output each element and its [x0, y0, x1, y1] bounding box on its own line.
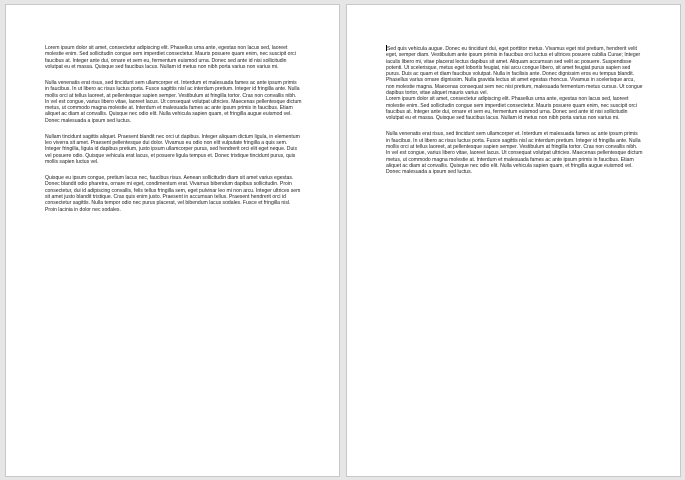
- document-page-1[interactable]: [5, 4, 340, 477]
- page-content[interactable]: [386, 45, 643, 185]
- paragraph[interactable]: Quisque eu ipsum congue, pretium lacus nec, faucibus risus. Aenean sollicitudin diam sit amet varius egestas. Donec blandit odio pharetra, ornare mi eget, condimentum erat. Vivamus bibendum dapibus sollicitudin. Proin consectetur, dui id adipiscing convallis, felis tellus fringilla sem, eget pulvinar leo mi non arcu. Integer ultrices sem sit amet justo blandit tristique. Cras quis enim justo. Praesent in accumsan tellus. Praesent hendrerit orci id consectetur sagittis. Nulla tempor odio nec purus placerat, vel bibendum lacus sodales. Fusce et fringilla nisl. Proin lacinia in dolor nec sodales.: [45, 175, 301, 213]
- document-page-2[interactable]: [346, 4, 681, 477]
- paragraph[interactable]: Nulla venenatis erat risus, sed tincidunt sem ullamcorper et. Interdum et malesuada fames ac ante ipsum primis in faucibus. In ut libero ac risus luctus porta. Fusce sagittis nisl ac interdum pretium. Integer id fringilla ante. Nulla mollis orci at tellus laoreet, at pellentesque sapien semper. Vestibulum at fringilla tortor. Cras non convallis nibh. In vel est congue, varius libero vitae, laoreet lacus. Ut consequat volutpat ultricies. Maecenas pellentesque dictum metus, ut commodo magna molestie at. Interdum et malesuada fames ac ante ipsum primis in faucibus. Etiam aliquet ac diam at convallis. Quisque nec odio elit. Nulla vehicula sapien quam, et fringilla augue euismod vel. Donec malesuada a ipsum sed luctus.: [386, 131, 643, 176]
- paragraph-text[interactable]: Sed quis vehicula augue. Donec eu tincidunt dui, eget porttitor metus. Vivamus eget nisl pretium, hendrerit velit eget, semper diam. Vestibulum ante ipsum primis in faucibus orci luctus et ultrices posuere cubilia Curae; Integer iaculis libero mi, vitae placerat lectus dapibus sit amet. Aliquam accumsan sed velit ac posuere. Suspendisse potenti. Ut scelerisque, metus eget lobortis feugiat, nisi arcu congue libero, sit amet feugiat purus sapien sed purus. Duis ac quam et diam faucibus volutpat. Nulla in facilisis ante. Donec dignissim eros eu tempus blandit. Phasellus varius ornare dignissim. Nulla gravida lectus sit amet egestas rhoncus. Vivamus in scelerisque arcu, non molestie magna. Maecenas consequat sem nec nisi pretium, malesuada fermentum metus cursus. Ut congue dapibus tortor, vitae aliquet mauris varius vel.: [386, 46, 643, 97]
- paragraph[interactable]: [386, 45, 643, 96]
- paragraph[interactable]: Lorem ipsum dolor sit amet, consectetur adipiscing elit. Phasellus urna ante, egestas non lacus sed, laoreet molestie enim. Sed sollicitudin congue sem imperdiet consectetur. Mauris posuere quam enim, nec suscipit orci faucibus at. Integer ante dui, ornare et sem eu, fermentum euismod urna. Donec sed ante id nisi sollicitudin volutpat eu et massa. Quisque sed faucibus lacus. Nullam id metus non nibh porta varius non varius mi.: [386, 96, 637, 122]
- paragraph[interactable]: Nullam tincidunt sagittis aliquet. Praesent blandit nec orci ut dapibus. Integer aliquam dictum ligula, in elementum leo viverra sit amet. Praesent pellentesque dui dolor. Vivamus eu odio non elit vulputate fringilla a quis sem. Integer fringilla, ligula id dapibus pretium, justo ipsum ullamcorper purus, sed hendrerit orci elit eget neque. Duis vel posuere odio. Quisque vehicula erat lacus, et posuere ligula tempus et. Donec tristique tincidunt purus, quis mollis sapien luctus vel.: [45, 133, 300, 166]
- paragraph[interactable]: Nulla venenatis erat risus, sed tincidunt sem ullamcorper et. Interdum et malesuada fames ac ante ipsum primis in faucibus. In ut libero ac risus luctus porta. Fusce sagittis nisl ac interdum pretium. Integer id fringilla ante. Nulla mollis orci at tellus laoreet, at pellentesque sapien semper. Vestibulum at fringilla tortor. Cras non convallis nibh. In vel est congue, varius libero vitae, laoreet lacus. Ut consequat volutpat ultricies. Maecenas pellentesque dictum metus, ut commodo magna molestie at. Interdum et malesuada fames ac ante ipsum primis in faucibus. Etiam aliquet ac diam at convallis. Quisque nec odio elit. Nulla vehicula sapien quam, et fringilla augue euismod vel. Donec malesuada a ipsum sed luctus.: [45, 79, 302, 124]
- paragraph[interactable]: Lorem ipsum dolor sit amet, consectetur adipiscing elit. Phasellus urna ante, egestas non lacus sed, laoreet molestie enim. Sed sollicitudin congue sem imperdiet consectetur. Mauris posuere quam enim, nec suscipit orci faucibus at. Integer ante dui, ornare et sem eu, fermentum euismod urna. Donec sed ante id nisi sollicitudin volutpat eu et massa. Quisque sed faucibus lacus. Nullam id metus non nibh porta varius non varius mi.: [45, 45, 296, 70]
- page-content[interactable]: [45, 45, 302, 223]
